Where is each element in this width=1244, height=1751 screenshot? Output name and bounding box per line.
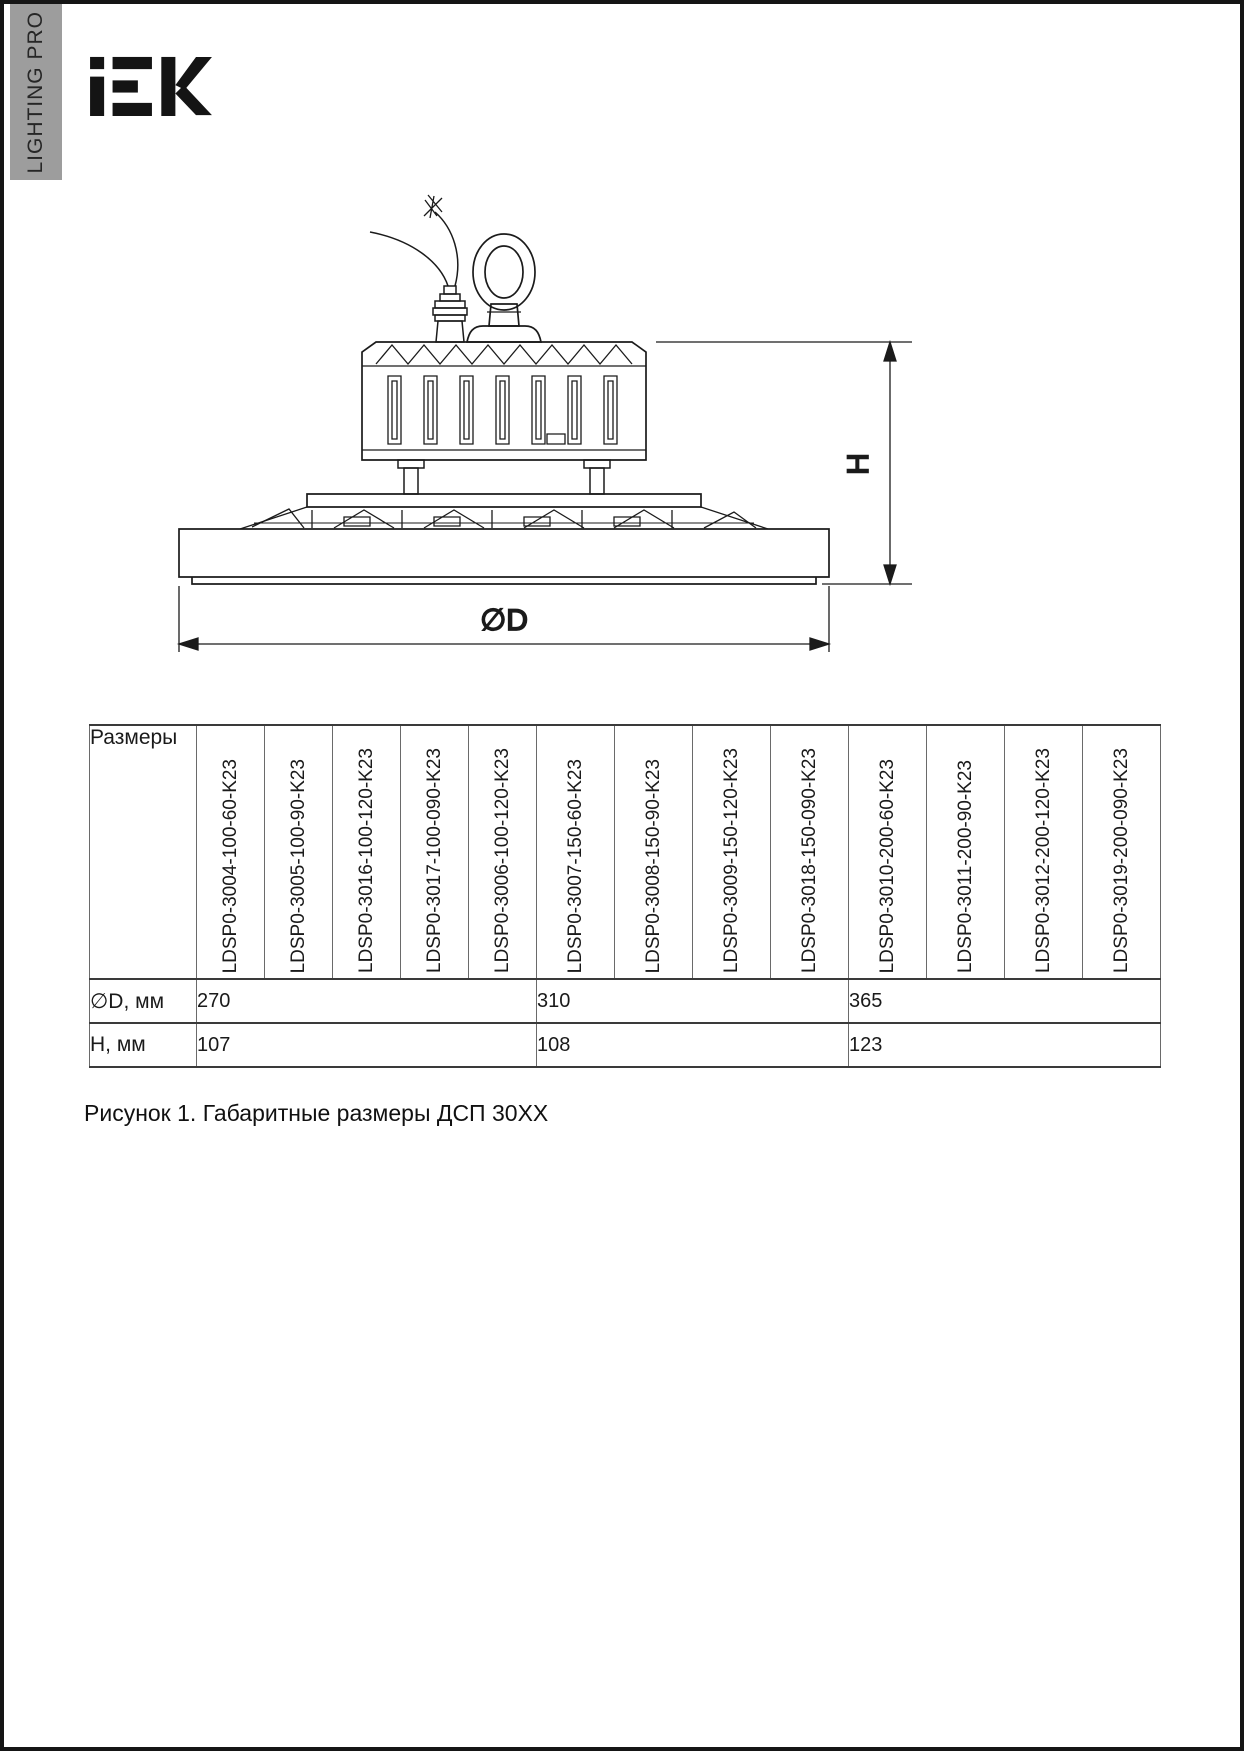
data-row-0 — [90, 979, 1161, 1023]
model-column-header — [537, 725, 615, 979]
model-label: LDSP0-3004-100-60-K23 — [220, 758, 241, 973]
table-corner-label: Размеры — [90, 725, 197, 979]
model-column-header — [401, 725, 469, 979]
dimension-value: 123 — [849, 1023, 1161, 1067]
model-label: LDSP0-3017-100-090-K23 — [424, 748, 445, 973]
model-label: LDSP0-3008-150-90-K23 — [643, 758, 664, 973]
data-row-1 — [90, 1023, 1161, 1067]
model-column-header — [849, 725, 927, 979]
eyebolt-ring — [467, 234, 541, 342]
model-column-header — [771, 725, 849, 979]
figure-caption: Рисунок 1. Габаритные размеры ДСП 30XX — [84, 1100, 549, 1126]
mounting-plate — [307, 494, 701, 507]
model-column-header — [265, 725, 333, 979]
model-column-header — [615, 725, 693, 979]
brand-sidebar-label: LIGHTING PRO — [24, 10, 47, 174]
model-label: LDSP0-3018-150-090-K23 — [799, 748, 820, 973]
model-column-header — [197, 725, 265, 979]
heatsink-drum — [362, 342, 646, 460]
diameter-dim-label: ∅D — [480, 604, 528, 637]
model-column-header — [1083, 725, 1161, 979]
model-label: LDSP0-3016-100-120-K23 — [356, 748, 377, 973]
brand-sidebar — [10, 4, 62, 180]
truss-frame — [240, 507, 768, 529]
dimension-drawing — [4, 174, 1244, 659]
iek-logo-glyphs — [90, 57, 212, 116]
cable-gland-icon — [433, 286, 467, 342]
dimension-value: 107 — [197, 1023, 537, 1067]
table-header-row — [90, 725, 1161, 979]
dimension-value: 108 — [537, 1023, 849, 1067]
model-label: LDSP0-3019-200-090-K23 — [1111, 748, 1132, 973]
model-column-header — [1005, 725, 1083, 979]
model-label: LDSP0-3005-100-90-K23 — [288, 758, 309, 973]
model-label: LDSP0-3011-200-90-K23 — [955, 759, 976, 973]
dimensions-table — [89, 724, 1161, 1068]
reflector-dish — [179, 529, 829, 584]
power-wire — [370, 195, 458, 286]
support-posts — [398, 460, 610, 494]
model-column-header — [469, 725, 537, 979]
model-column-header — [927, 725, 1005, 979]
row-label-height: H, мм — [90, 1023, 197, 1067]
iek-logo — [90, 56, 212, 116]
dimension-value: 310 — [537, 979, 849, 1023]
model-label: LDSP0-3009-150-120-K23 — [721, 748, 742, 973]
model-label: LDSP0-3006-100-120-K23 — [492, 748, 513, 973]
height-dim-label: H — [842, 453, 875, 475]
model-label: LDSP0-3012-200-120-K23 — [1033, 748, 1054, 973]
dimension-value: 270 — [197, 979, 537, 1023]
model-label: LDSP0-3010-200-60-K23 — [877, 758, 898, 973]
model-label: LDSP0-3007-150-60-K23 — [565, 758, 586, 973]
dimension-value: 365 — [849, 979, 1161, 1023]
row-label-diameter: ∅D, мм — [90, 979, 197, 1023]
model-column-header — [333, 725, 401, 979]
model-column-header — [693, 725, 771, 979]
